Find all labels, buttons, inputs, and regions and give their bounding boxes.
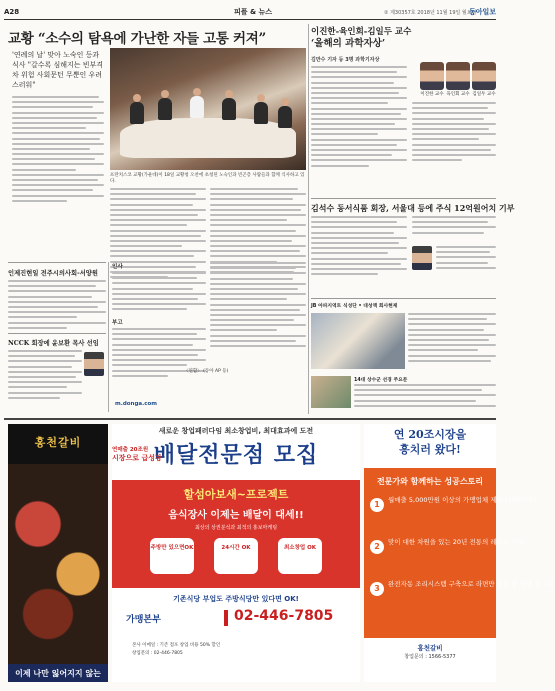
feature-badge: 24시간 OK — [214, 538, 258, 574]
right-headline-line-2: ‘올해의 과학자상’ — [311, 38, 386, 49]
banner-note: 최상의 상권분석과 최적의 홍보마케팅 — [194, 525, 278, 531]
banner-title: 할섬아보새~프로젝트 — [183, 488, 289, 501]
second-body — [311, 216, 407, 278]
ad-franchise-title-2: 흥치러 왔다! — [399, 443, 461, 456]
list-item: 2 맞이 대한 차원을 있는 20년 전통의 레시피 전수 — [370, 538, 490, 562]
feature-badge: 주방만 있으면OK — [150, 538, 194, 574]
bottom-left-headline-1: 인제진현일 전주시의사회-서양원 — [8, 270, 98, 277]
ad-small-line-1: 본사 이메일 : 기존 점포 창업 비용 50% 할인 — [132, 643, 221, 648]
ad-delivery-banner — [112, 480, 360, 588]
obituary-title: 부고 — [112, 320, 123, 326]
list-item: 1 월매출 5,000만원 이상의 가맹업체 제공 (30%이하) — [370, 496, 490, 520]
divider — [311, 298, 496, 299]
page-number: A28 — [4, 8, 20, 16]
phone-icon — [224, 610, 228, 626]
section-title: 피플 & 뉴스 — [234, 8, 273, 16]
right-body-2 — [412, 102, 496, 164]
person-photo — [412, 246, 432, 270]
main-body-col2 — [110, 188, 206, 281]
second-headline: 김석수 동서식품 회장, 서울대 등에 주식 12억원어치 기부 — [311, 203, 515, 213]
column-divider — [308, 24, 309, 414]
ad-phone-block[interactable] — [112, 606, 360, 636]
col-mid-body — [210, 262, 306, 350]
ad-franchise[interactable] — [364, 424, 555, 682]
banner-subtitle: 음식장사 이제는 배달이 대세!! — [168, 510, 304, 521]
ad-franchise-heading: 전문가와 함께하는 성공스토리 — [376, 477, 484, 486]
right-subline: 김만수 기자 등 3명 과학기자상 — [311, 57, 380, 63]
person-photo: 김일두 교수 — [472, 62, 496, 97]
award-photo — [311, 376, 351, 408]
notices-title: 인사 — [112, 264, 123, 270]
newspaper-name: 동아일보 — [468, 8, 496, 16]
right-headline — [311, 27, 497, 49]
main-photo — [110, 48, 306, 170]
bottom-left-body-2 — [8, 350, 82, 402]
ad-delivery-tagline: 새로운 창업패러다임 최소창업비, 최대효과에 도전 — [158, 427, 314, 435]
notices-body — [112, 272, 206, 314]
ad-delivery-stat: 연매출 20조원 — [112, 447, 149, 453]
divider — [8, 333, 106, 334]
masthead — [4, 4, 496, 20]
right-bottom-headline: JB 아파지역트 식성단 • 대성액 회사현제 — [311, 304, 398, 309]
feature-badge: 최소창업 OK — [278, 538, 322, 574]
person-photo: 육인회 교수 — [446, 62, 470, 97]
ad-restaurant[interactable] — [8, 424, 108, 682]
divider — [311, 198, 496, 199]
food-photo — [8, 464, 108, 664]
ad-small-line-2: 창업문의 : 02-446-7805 — [132, 651, 183, 656]
ad-delivery-stat-2: 시장으로 급성장 — [112, 454, 162, 462]
right-bottom-body — [408, 313, 496, 365]
website-link[interactable]: m.donga.com — [115, 401, 157, 407]
bottom-left-body-1 — [8, 280, 106, 332]
divider — [8, 262, 106, 263]
second-body-3 — [436, 246, 496, 272]
list-item: 3 완전자동 조리시스템 구축으로 라면만 끓일 줄 알면 됩니다. — [370, 580, 490, 604]
ad-phone-number[interactable]: 02-446-7805 — [234, 608, 334, 624]
column-divider — [108, 262, 109, 412]
right-headline-line-1: 이진한-육인회-김일두 교수 — [311, 27, 412, 37]
ad-franchise-panel — [364, 468, 555, 638]
ad-brand: 가맹본부 — [126, 615, 161, 625]
ad-restaurant-title: 홍천갈비 — [8, 424, 108, 464]
right-bottom-sub: 14대 상수군 선경 주요문 — [354, 378, 408, 383]
issue-date: ② 제30357호 2018년 11월 19일 월요일 — [384, 10, 477, 16]
ad-restaurant-slogan: 이제 나만 잃어지지 않는 — [15, 668, 101, 678]
right-bottom-body-2 — [354, 384, 496, 410]
right-body — [311, 66, 407, 170]
second-body-2 — [412, 216, 496, 237]
main-subhead: '연례의 날' 맞아 노숙인 등과 식사 "갈수록 심해지는 빈부격차 위험 사회문턴 무뿐인 우려스러워" — [12, 51, 104, 89]
photo-caption: 프란치스코 교황(가운데)이 18일 교황청 오찬에 초청된 노숙인과 빈곤층 사람들과 함께 식사하고 있다. — [110, 173, 305, 184]
info-tags: 〈연합〉 (동아 AP 등) — [184, 369, 229, 374]
ad-franchise-brand: 홍천갈비 — [417, 644, 443, 652]
ad-delivery-title: 배달전문점 모집 — [153, 442, 319, 468]
ad-franchise-title-1: 연 20조시장을 — [393, 428, 467, 441]
main-headline: 교황 “소수의 탐욕에 가난한 자들 고통 커져” — [8, 31, 266, 47]
ad-delivery-footline: 기존식당 부업도 주방식당만 있다면 OK! — [173, 595, 299, 603]
main-body-col1 — [12, 96, 104, 205]
ad-franchise-footer — [364, 644, 496, 661]
event-photo — [311, 313, 405, 369]
person-photo: 이진한 교수 — [420, 62, 444, 97]
ad-small-print — [112, 638, 360, 678]
ad-franchise-contact: 창업문의 : 1566-5377 — [404, 654, 456, 660]
bottom-left-headline-2: NCCK 회장에 윤보환 목사 선임 — [8, 340, 99, 347]
person-photo — [84, 352, 104, 376]
